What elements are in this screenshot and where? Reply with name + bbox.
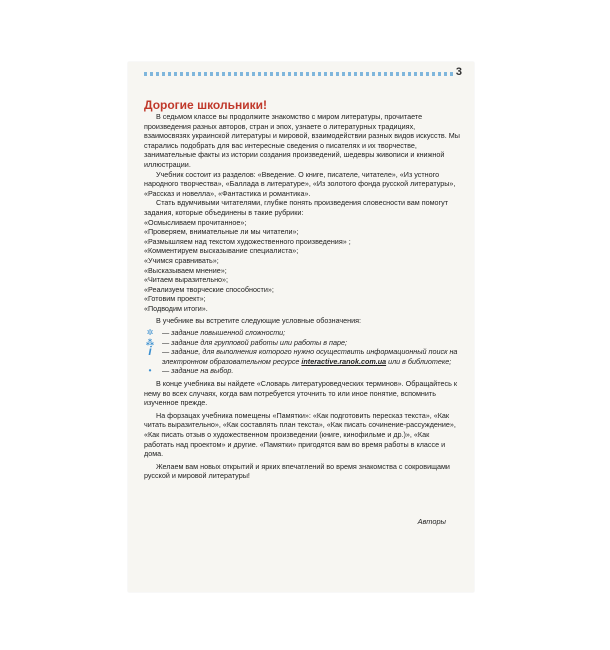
- rubric-item: «Высказываем мнение»;: [144, 265, 227, 275]
- rubric-item: «Осмысливаем прочитанное»;: [144, 217, 247, 227]
- rubric-item: «Учимся сравнивать»;: [144, 255, 219, 265]
- legend-row: [144, 328, 460, 338]
- legend-text-part: — задание, для выполнения которого нужно осуществить информационный поиск на электронном образовательном ресурсе: [162, 347, 458, 366]
- rubric-item: «Реализуем творческие способности»;: [144, 284, 274, 294]
- legend-row: [144, 344, 460, 366]
- rubric-item: «Читаем выразительно»;: [144, 275, 229, 285]
- rubric-item: «Размышляем над текстом художественного произведения» ;: [144, 236, 351, 246]
- group-icon: ⁂: [145, 337, 155, 347]
- rubric-item: «Проверяем, внимательные ли мы читатели»;: [144, 227, 299, 237]
- star-icon: ✲: [146, 328, 154, 338]
- dictionary-paragraph: В конце учебника вы найдете «Словарь литературоведческих терминов». Обращайтесь к нему во всех случаях, когда вам потребуется уточнить то или иное понятие, вспомнить изученное прежде.: [144, 379, 457, 408]
- legend-row: [144, 338, 460, 348]
- rubrics-list: [144, 218, 460, 314]
- wishes-paragraph: Желаем вам новых открытий и ярких впечатлений во время знакомства с сокровищами русской и мировой литературы!: [144, 461, 450, 481]
- legend-intro: В учебнике вы встретите следующие условные обозначения:: [156, 316, 362, 326]
- rubric-item: «Комментируем высказывание специалиста»;: [144, 246, 299, 256]
- rubric-item: «Готовим проект»;: [144, 294, 206, 304]
- legend-row: [144, 366, 460, 376]
- page-number: 3: [455, 66, 462, 78]
- legend-text: [162, 347, 460, 366]
- sections-paragraph: Учебник состоит из разделов: «Введение. О книге, писателе, читателе», «Из устного народного творчества», «Баллада в литературе», «Из золотого фонда русской литературы», «Рассказ и новелла», «Фантастика и романтика».: [144, 169, 456, 198]
- intro-paragraph: В седьмом классе вы продолжите знакомство с миром литературы, прочитаете произведения разных авторов, стран и эпох, узнаете о литературных традициях, взаимосвязях украинской литературы и мировой, взаимодействии разных видов искусств. Мы старались подобрать для вас интересные сведения о писателях и их творчестве, занимательные факты из истории создания произведений, шедевры живописи и книжной иллюстрации.: [144, 112, 460, 169]
- page-content: [144, 112, 460, 481]
- legend-text: — задание на выбор.: [162, 366, 234, 376]
- legend-text-part: или в библиотеке;: [386, 356, 452, 366]
- legend-text: — задание для групповой работы или работы в паре;: [162, 337, 347, 347]
- legend-list: [144, 328, 460, 376]
- reminders-paragraph: На форзацах учебника помещены «Памятки»: «Как подготовить пересказ текста», «Как читать выразительно», «Как составлять план текста», «Как писать сочинение-рассуждение», «Как писать отзыв о художественном произведении (книге, кинофильме и др.)», «Как работать над проектом» и другие. «Памятки» пригодятся вам во время работы в классе и дома.: [144, 410, 456, 459]
- rubrics-intro-paragraph: Стать вдумчивыми читателями, глубже понять произведения словесности вам помогут задания, которые объединены в такие рубрики:: [144, 198, 449, 217]
- rubric-item: «Подводим итоги».: [144, 303, 208, 313]
- book-page: [128, 62, 474, 592]
- choice-icon: •: [148, 366, 152, 376]
- legend-text: — задание повышенной сложности;: [162, 328, 286, 338]
- authors-signature: Авторы: [417, 517, 446, 526]
- decorative-border: [144, 72, 454, 76]
- info-icon: i: [148, 344, 152, 359]
- resource-link[interactable]: interactive.ranok.com.ua: [301, 356, 387, 366]
- page-heading: Дорогие школьники!: [144, 98, 267, 112]
